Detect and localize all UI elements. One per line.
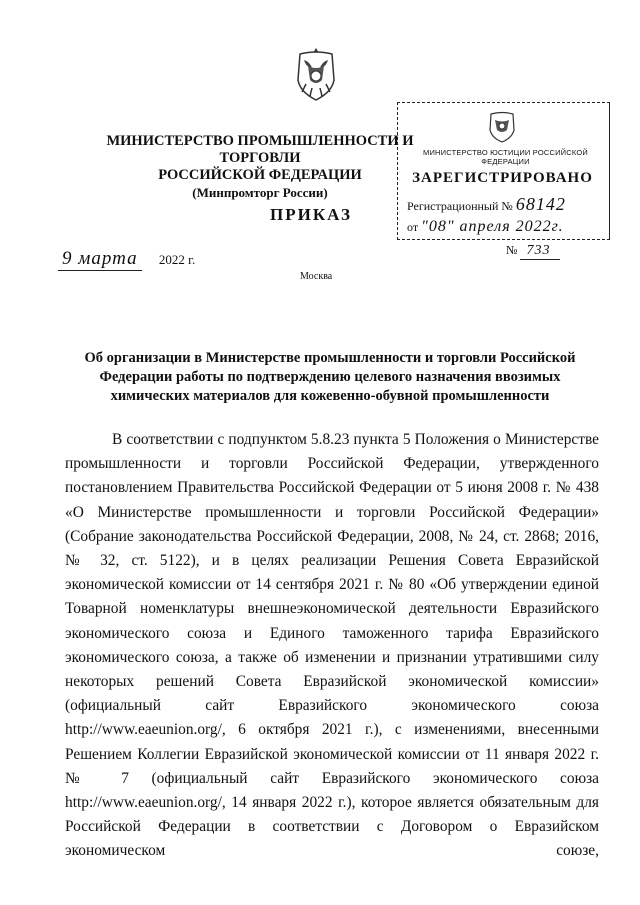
title-line: Федерации работы по подтверждению целевого назначения ввозимых	[99, 369, 561, 385]
title-line: химических материалов для кожевенно-обувной промышленности	[110, 388, 550, 404]
order-date-handwritten: 9 марта	[58, 248, 142, 271]
stamp-reg-date: "08" апреля 2022г.	[421, 218, 564, 235]
document-body	[65, 428, 599, 864]
stamp-date-row	[407, 218, 564, 236]
stamp-status: ЗАРЕГИСТРИРОВАНО	[412, 170, 593, 186]
order-number	[506, 243, 560, 260]
order-year: 2022 г.	[158, 252, 196, 267]
stamp-emblem-icon	[485, 108, 519, 144]
stamp-reg-number: 68142	[515, 194, 566, 214]
document-title	[70, 349, 590, 406]
ministry-name-line2: РОССИЙСКОЙ ФЕДЕРАЦИИ	[158, 167, 362, 183]
coat-of-arms-emblem	[290, 44, 342, 104]
order-number-label: №	[506, 243, 518, 257]
ministry-name-line1: МИНИСТЕРСТВО ПРОМЫШЛЕННОСТИ И ТОРГОВЛИ	[106, 133, 414, 166]
stamp-ministry-name: МИНИСТЕРСТВО ЮСТИЦИИ РОССИЙСКОЙ ФЕДЕРАЦИИ	[423, 148, 588, 166]
ministry-abbreviation: (Минпромторг России)	[192, 185, 328, 200]
city: Москва	[300, 271, 333, 282]
body-paragraph: В соответствии с подпунктом 5.8.23 пункта 5 Положения о Министерстве промышленности и торговли Российской Федерации, утвержденного постановлением Правительства Российской Федерации от 5 июня 2008 г. № 438 «О Министерстве промышленности и торговли Российской Федерации» (Собрание законодательства Российской Федерации, 2008, № 24, ст. 2868; 2016, № 32, ст. 5122), и в целях реализации Решения Совета Евразийской экономической комиссии от 14 сентября 2021 г. № 80 «Об утверждении единой Товарной номенклатуры внешнеэкономической деятельности Евразийского экономического союза и Единого таможенного тарифа Евразийского экономического союза, а также об изменении и признании утратившими силу некоторых решений Совета Евразийской экономической комиссии» (официальный сайт Евразийского экономического союза http://www.eaeunion.org/, 6 октября 2021 г.), с изменениями, внесенными Решением Коллегии Евразийской экономической комиссии от 11 января 2022 г. № 7 (официальный сайт Евразийского экономического союза http://www.eaeunion.org/, 14 января 2022 г.), которое является обязательным для Российской Федерации в соответствии с Договором о Евразийском экономическом союзе,	[65, 431, 599, 860]
ministry-header	[100, 133, 420, 201]
registration-stamp	[397, 102, 610, 240]
stamp-date-prefix: от	[407, 220, 419, 234]
stamp-reg-number-row	[407, 194, 566, 215]
order-date	[58, 248, 195, 271]
order-number-value: 733	[520, 243, 560, 260]
title-line: Об организации в Министерстве промышленности и торговли Российской	[84, 350, 576, 366]
document-type: ПРИКАЗ	[270, 205, 352, 224]
stamp-reg-label: Регистрационный №	[407, 199, 513, 213]
